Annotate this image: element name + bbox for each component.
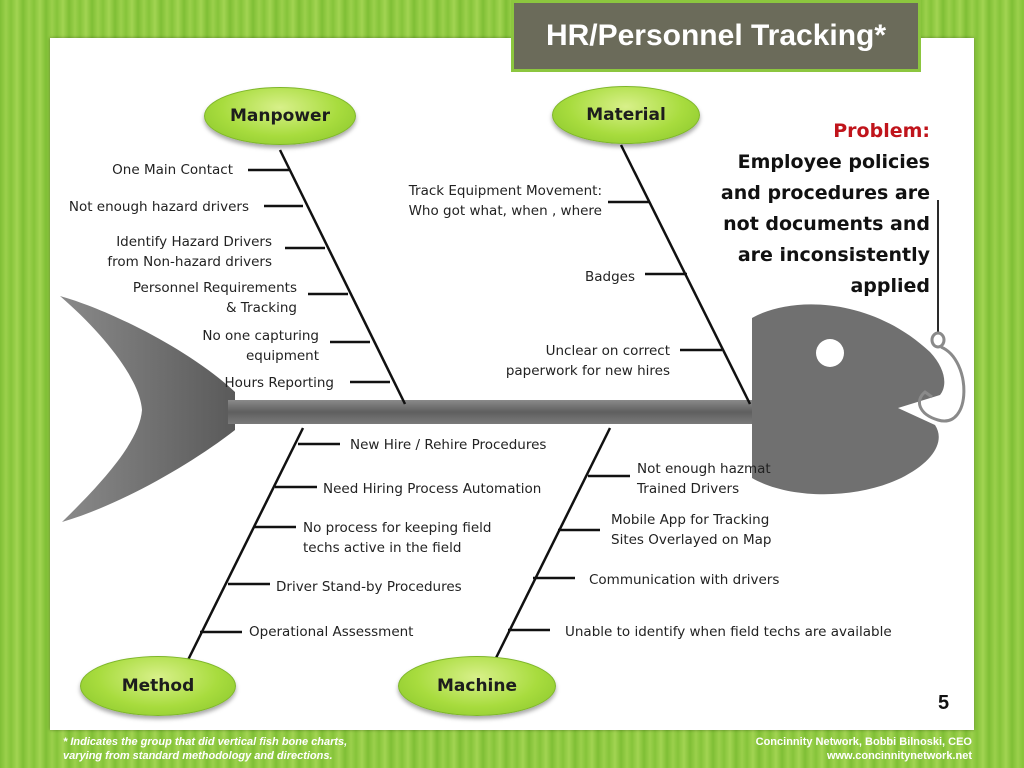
cause-label: Identify Hazard Drivers from Non-hazard drivers [107, 234, 272, 270]
cause-label: Mobile App for Tracking Sites Overlayed on Map [611, 512, 772, 548]
footer-note: * Indicates the group that did vertical fish bone charts, varying from standard methodology and directions. [63, 736, 348, 762]
footer-credit: Concinnity Network, Bobbi Bilnoski, CEO www.concinnitynetwork.net [755, 736, 972, 762]
cause-label: Need Hiring Process Automation [323, 481, 542, 497]
cause-label: Unable to identify when field techs are available [565, 624, 892, 640]
category-machine: Machine [398, 656, 556, 716]
cause-label: Not enough hazmat Trained Drivers [637, 461, 771, 497]
cause-label: Hours Reporting [224, 375, 334, 391]
category-manpower: Manpower [204, 87, 356, 145]
cause-label: Communication with drivers [589, 572, 780, 588]
cause-label: New Hire / Rehire Procedures [350, 437, 547, 453]
page-number: 5 [938, 692, 950, 714]
cause-label: Driver Stand-by Procedures [276, 579, 462, 595]
category-method: Method [80, 656, 236, 716]
fish-eye [816, 339, 844, 367]
cause-label: Personnel Requirements & Tracking [132, 280, 297, 316]
cause-label: Badges [584, 269, 635, 285]
slide-title: HR/Personnel Tracking* [545, 19, 887, 52]
cause-label: Operational Assessment [249, 624, 414, 640]
problem-text: Employee policies and procedures are not documents and are inconsistently applied [720, 151, 930, 297]
fish-spine [228, 400, 768, 424]
cause-label: One Main Contact [112, 162, 233, 178]
cause-label: Track Equipment Movement: Who got what, when , where [408, 183, 602, 219]
problem-statement [700, 116, 930, 302]
fish-head [752, 304, 944, 494]
category-material: Material [552, 86, 700, 144]
cause-label: No process for keeping field techs active in the field [303, 520, 492, 556]
cause-label: Unclear on correct paperwork for new hires [505, 343, 670, 379]
cause-label: Not enough hazard drivers [68, 199, 249, 215]
problem-heading: Problem: [833, 120, 930, 142]
cause-label: No one capturing equipment [202, 328, 319, 364]
